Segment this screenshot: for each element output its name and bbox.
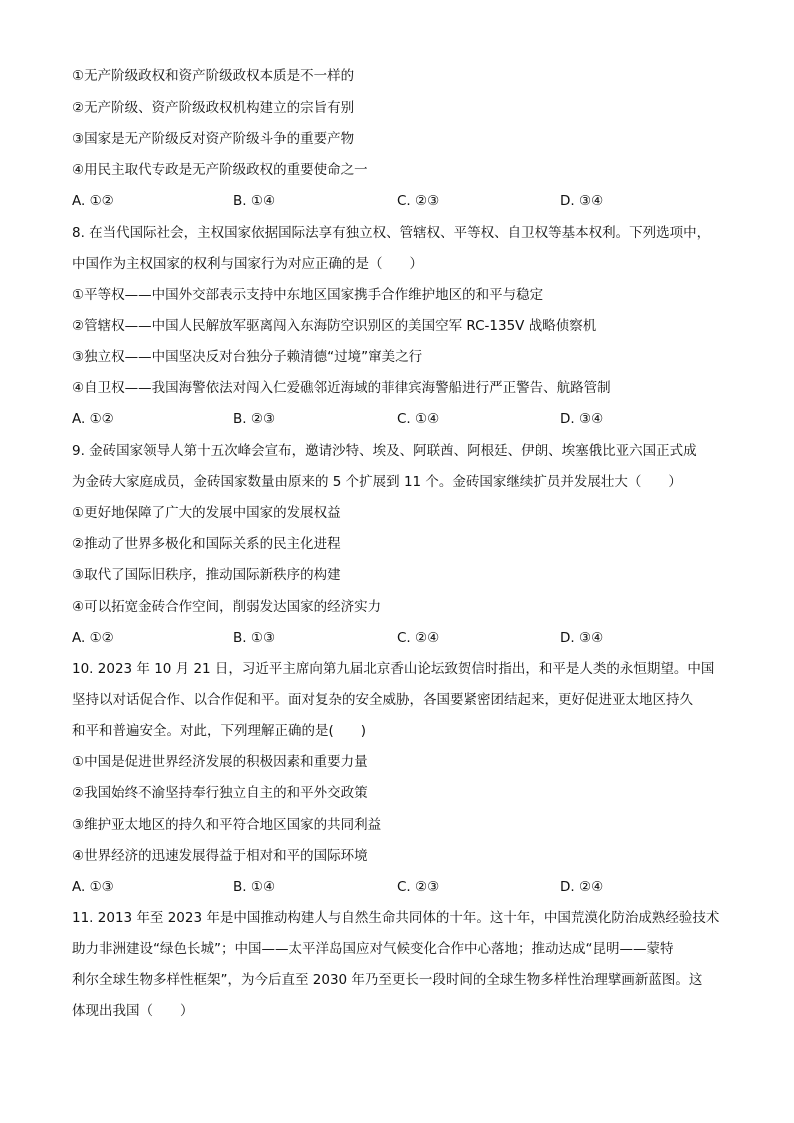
q10-option-b: B. ①④ (233, 879, 276, 895)
q7-item-2: ②无产阶级、资产阶级政权机构建立的宗旨有别 (72, 100, 355, 116)
q9-option-c: C. ②④ (397, 630, 440, 646)
q9-stem-line-1: 9. 金砖国家领导人第十五次峰会宣布，邀请沙特、埃及、阿联酋、阿根廷、伊朗、埃塞俄比亚六国正式成 (72, 443, 697, 459)
q9-item-1: ①更好地保障了广大的发展中国家的发展权益 (72, 505, 341, 521)
q8-item-3: ③独立权——中国坚决反对台独分子赖清德“过境”窜美之行 (72, 349, 423, 365)
q7-option-c: C. ②③ (397, 193, 440, 209)
q9-options (72, 629, 732, 647)
q11-stem-line-4: 体现出我国（ ） (72, 1003, 194, 1019)
q10-stem-line-2: 坚持以对话促合作、以合作促和平。面对复杂的安全威胁，各国要紧密团结起来，更好促进亚太地区持久 (72, 692, 693, 708)
q8-stem-line-1: 8. 在当代国际社会，主权国家依据国际法享有独立权、管辖权、平等权、自卫权等基本权利。下列选项中， (72, 225, 711, 241)
q8-option-c: C. ①④ (397, 411, 440, 427)
q8-item-2: ②管辖权——中国人民解放军驱离闯入东海防空识别区的美国空军 RC-135V 战略侦察机 (72, 318, 597, 334)
q10-option-c: C. ②③ (397, 879, 440, 895)
q9-item-2: ②推动了世界多极化和国际关系的民主化进程 (72, 536, 341, 552)
q10-item-3: ③维护亚太地区的持久和平符合地区国家的共同利益 (72, 817, 382, 833)
q10-options (72, 878, 732, 896)
q7-item-3: ③国家是无产阶级反对资产阶级斗争的重要产物 (72, 131, 355, 147)
q7-option-b: B. ①④ (233, 193, 276, 209)
q10-item-4: ④世界经济的迅速发展得益于相对和平的国际环境 (72, 848, 368, 864)
q11-stem-line-2: 助力非洲建设“绿色长城”；中国——太平洋岛国应对气候变化合作中心落地；推动达成“昆明——蒙特 (72, 941, 674, 957)
q7-options (72, 192, 732, 210)
q11-stem-line-1: 11. 2013 年至 2023 年是中国推动构建人与自然生命共同体的十年。这十年，中国荒漠化防治成熟经验技术 (72, 910, 720, 926)
q8-option-d: D. ③④ (560, 411, 604, 427)
q8-item-4: ④自卫权——我国海警依法对闯入仁爱礁邻近海域的菲律宾海警船进行严正警告、航路管制 (72, 380, 611, 396)
q9-item-3: ③取代了国际旧秩序，推动国际新秩序的构建 (72, 567, 341, 583)
q8-options (72, 410, 732, 428)
q11-stem-line-3: 利尔全球生物多样性框架”，为今后直至 2030 年乃至更长一段时间的全球生物多样性治理擘画新蓝图。这 (72, 972, 703, 988)
q7-option-d: D. ③④ (560, 193, 604, 209)
q7-option-a: A. ①② (72, 193, 114, 209)
q9-stem-line-2: 为金砖大家庭成员，金砖国家数量由原来的 5 个扩展到 11 个。金砖国家继续扩员并发展壮大（ ） (72, 474, 682, 490)
q10-stem-line-3: 和平和普遍安全。对此，下列理解正确的是( ) (72, 723, 367, 739)
q9-option-a: A. ①② (72, 630, 114, 646)
q8-stem-line-2: 中国作为主权国家的权利与国家行为对应正确的是（ ） (72, 256, 423, 272)
q9-option-d: D. ③④ (560, 630, 604, 646)
q10-item-1: ①中国是促进世界经济发展的积极因素和重要力量 (72, 754, 368, 770)
q10-item-2: ②我国始终不渝坚持奉行独立自主的和平外交政策 (72, 785, 368, 801)
q10-option-a: A. ①③ (72, 879, 114, 895)
q7-item-4: ④用民主取代专政是无产阶级政权的重要使命之一 (72, 162, 368, 178)
q9-item-4: ④可以拓宽金砖合作空间，削弱发达国家的经济实力 (72, 599, 382, 615)
q7-item-1: ①无产阶级政权和资产阶级政权本质是不一样的 (72, 68, 355, 84)
q8-item-1: ①平等权——中国外交部表示支持中东地区国家携手合作维护地区的和平与稳定 (72, 287, 544, 303)
q8-option-a: A. ①② (72, 411, 114, 427)
q10-stem-line-1: 10. 2023 年 10 月 21 日，习近平主席向第九届北京香山论坛致贺信时指出，和平是人类的永恒期望。中国 (72, 661, 715, 677)
q9-option-b: B. ①③ (233, 630, 276, 646)
q10-option-d: D. ②④ (560, 879, 604, 895)
q8-option-b: B. ②③ (233, 411, 276, 427)
